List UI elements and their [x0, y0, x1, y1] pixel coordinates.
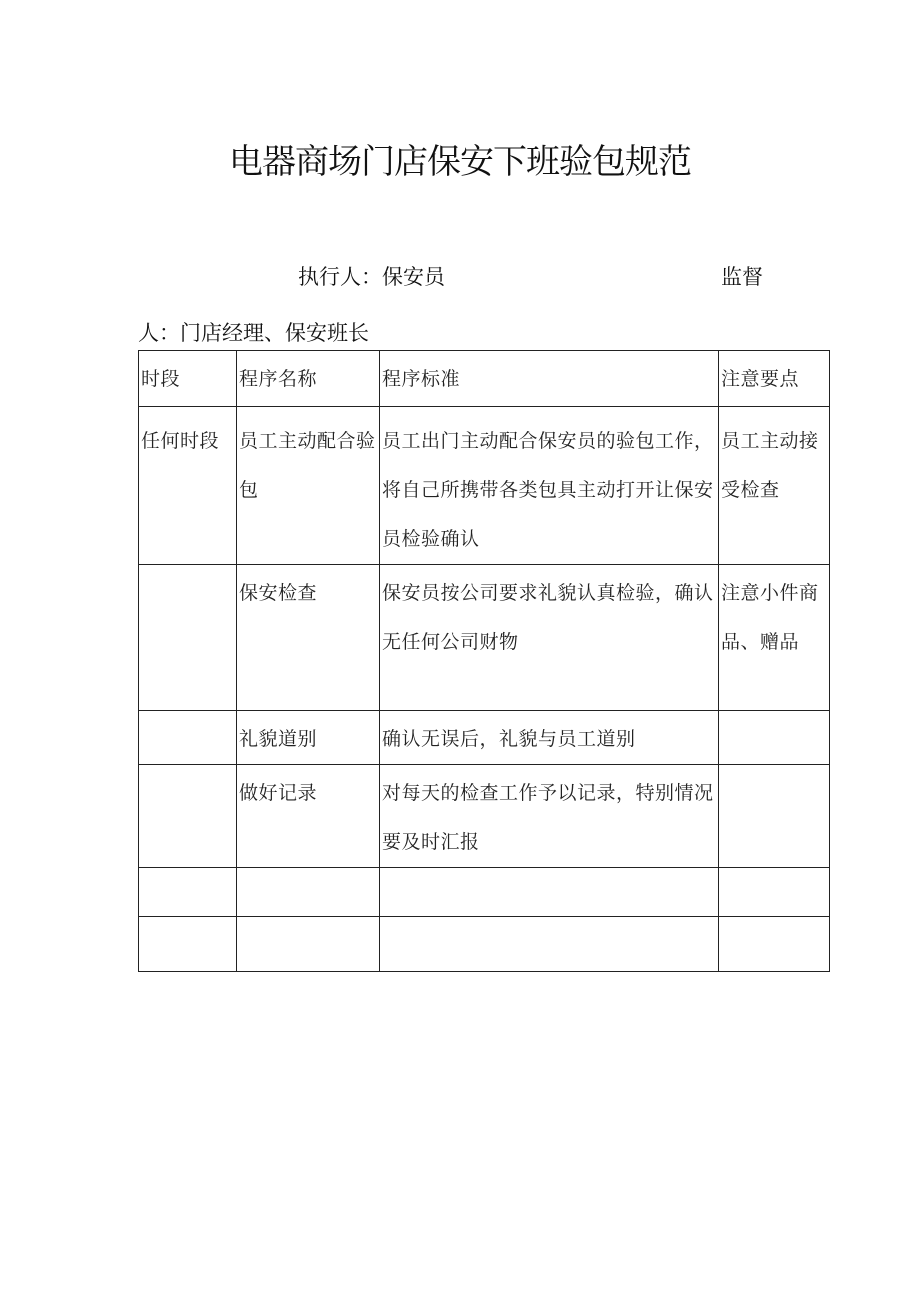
- table-cell: 注意小件商品、赠品: [719, 565, 830, 711]
- table-cell: 保安检查: [237, 565, 380, 711]
- table-cell: [139, 711, 237, 765]
- table-cell: [719, 711, 830, 765]
- table-row: [139, 765, 830, 868]
- table-row: [139, 407, 830, 565]
- table-cell: [139, 565, 237, 711]
- executor-line: 执行人：保安员: [298, 265, 445, 289]
- table-cell: 做好记录: [237, 765, 380, 868]
- table-cell: 任何时段: [139, 407, 237, 565]
- table-cell: 员工出门主动配合保安员的验包工作，将自己所携带各类包具主动打开让保安员检验确认: [380, 407, 719, 565]
- table-row: [139, 711, 830, 765]
- table-cell: 对每天的检查工作予以记录，特别情况要及时汇报: [380, 765, 719, 868]
- document-title: 电器商场门店保安下班验包规范: [229, 142, 691, 182]
- table-row: [139, 565, 830, 711]
- table-row: [139, 917, 830, 972]
- table-cell: [380, 917, 719, 972]
- table-cell: [719, 917, 830, 972]
- table-cell: 保安员按公司要求礼貌认真检验，确认无任何公司财物: [380, 565, 719, 711]
- header-cell-notes: 注意要点: [719, 351, 830, 407]
- supervisor-line: 人：门店经理、保安班长: [138, 321, 369, 345]
- table-cell: 礼貌道别: [237, 711, 380, 765]
- table-cell: 确认无误后，礼貌与员工道别: [380, 711, 719, 765]
- table-row: [139, 868, 830, 917]
- table-cell: 员工主动接受检查: [719, 407, 830, 565]
- header-cell-standard: 程序标准: [380, 351, 719, 407]
- table-cell: [139, 868, 237, 917]
- table-header-row: [139, 351, 830, 407]
- table-cell: [719, 868, 830, 917]
- table-cell: [380, 868, 719, 917]
- supervisor-label: 监督: [721, 265, 763, 289]
- table-cell: [237, 917, 380, 972]
- table-cell: [139, 765, 237, 868]
- table-cell: [719, 765, 830, 868]
- table-cell: [237, 868, 380, 917]
- table-cell: [139, 917, 237, 972]
- table-cell: 员工主动配合验包: [237, 407, 380, 565]
- procedure-table: [138, 350, 830, 972]
- header-cell-procedure: 程序名称: [237, 351, 380, 407]
- header-cell-period: 时段: [139, 351, 237, 407]
